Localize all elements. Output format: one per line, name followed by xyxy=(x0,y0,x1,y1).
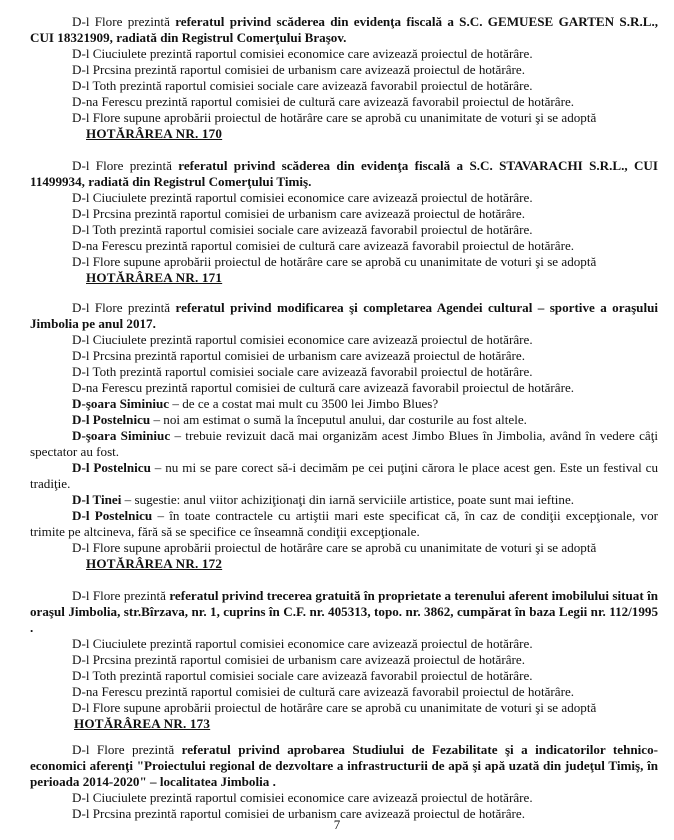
dialogue-line xyxy=(30,412,658,428)
section-referat-agenda-cultural-sportive xyxy=(30,300,658,572)
hotararea-heading: HOTĂRÂREA NR. 172 xyxy=(86,556,223,571)
report-line: D-na Ferescu prezintă raportul comisiei de cultură care avizează favorabil proiectul de hotărâre. xyxy=(72,684,575,699)
vote-line: D-l Flore supune aprobării proiectul de hotărâre care se aprobă cu unanimitate de voturi şi se adoptă xyxy=(72,700,597,715)
section-referat-teren-birzava xyxy=(30,588,658,732)
speaker-name: D-şoara Siminiuc xyxy=(72,428,171,443)
report-line: D-l Prcsina prezintă raportul comisiei de urbanism care avizează proiectul de hotărâre. xyxy=(72,652,525,667)
section-referat-gemuese-garten xyxy=(30,14,658,142)
report-line: D-l Prcsina prezintă raportul comisiei de urbanism care avizează proiectul de hotărâre. xyxy=(72,806,525,821)
vote-line: D-l Flore supune aprobării proiectul de hotărâre care se aprobă cu unanimitate de voturi şi se adoptă xyxy=(72,540,597,555)
report-line: D-l Prcsina prezintă raportul comisiei de urbanism care avizează proiectul de hotărâre. xyxy=(72,206,525,221)
hotararea-heading: HOTĂRÂREA NR. 171 xyxy=(86,270,223,285)
intro-prefix: D-l Flore prezintă xyxy=(72,158,179,173)
referat-title: referatul privind modificarea şi completarea Agendei cultural – sportive a oraşului Jimbolia pe anul 2017. xyxy=(30,300,659,331)
referat-intro xyxy=(30,300,658,332)
report-line: D-l Toth prezintă raportul comisiei sociale care avizează favorabil proiectul de hotărâre. xyxy=(72,78,533,93)
referat-title: referatul privind scăderea din evidenţa fiscală a S.C. STAVARACHI S.R.L., CUI 11499934, radiată din Registrul Comerţului Timiş xyxy=(30,158,658,189)
hotararea-heading: HOTĂRÂREA NR. 173 xyxy=(74,716,211,731)
report-line: D-l Prcsina prezintă raportul comisiei de urbanism care avizează proiectul de hotărâre. xyxy=(72,62,525,77)
page-number: 7 xyxy=(333,817,341,832)
report-line: D-l Ciuciulete prezintă raportul comisiei economice care avizează proiectul de hotărâre. xyxy=(72,332,533,347)
speaker-text: – trebuie revizuit dacă mai organizăm acest Jimbo Blues în Jimbolia, având în vedere câţi spectator au fost. xyxy=(30,428,658,459)
dialogue-line xyxy=(30,428,658,460)
referat-intro xyxy=(30,158,658,190)
section-referat-studiu-fezabilitate xyxy=(30,742,658,822)
intro-suffix: . xyxy=(30,620,34,635)
vote-line: D-l Flore supune aprobării proiectul de hotărâre care se aprobă cu unanimitate de voturi şi se adoptă xyxy=(72,254,597,269)
report-line: D-l Ciuciulete prezintă raportul comisiei economice care avizează proiectul de hotărâre. xyxy=(72,636,533,651)
dialogue-line xyxy=(30,460,658,492)
report-line: D-l Ciuciulete prezintă raportul comisiei economice care avizează proiectul de hotărâre. xyxy=(72,790,533,805)
report-line: D-l Prcsina prezintă raportul comisiei de urbanism care avizează proiectul de hotărâre. xyxy=(72,348,525,363)
intro-suffix: . xyxy=(308,174,312,189)
intro-prefix: D-l Flore prezintă xyxy=(72,14,176,29)
intro-prefix: D-l Flore prezintă xyxy=(72,742,182,757)
speaker-text: – de ce a costat mai mult cu 3500 lei Jimbo Blues? xyxy=(169,396,439,411)
intro-prefix: D-l Flore prezintă xyxy=(72,300,176,315)
vote-line: D-l Flore supune aprobării proiectul de hotărâre care se aprobă cu unanimitate de voturi şi se adoptă xyxy=(72,110,597,125)
referat-intro xyxy=(30,14,658,46)
speaker-name: D-l Postelnicu xyxy=(72,508,153,523)
report-line: D-l Ciuciulete prezintă raportul comisiei economice care avizează proiectul de hotărâre. xyxy=(72,190,533,205)
referat-intro xyxy=(30,588,658,636)
section-referat-stavarachi xyxy=(30,158,658,286)
referat-title: referatul privind trecerea gratuită în proprietate a terenului aferent imobilului situat în oraşul Jimbolia, str.Bîrzava, nr. 1, cuprins în C.F. nr. 405313, topo. nr. 3862, cumpărat în baza Legii nr. 112/1995 xyxy=(30,588,658,619)
report-line: D-na Ferescu prezintă raportul comisiei de cultură care avizează favorabil proiectul de hotărâre. xyxy=(72,94,575,109)
dialogue-line xyxy=(30,492,658,508)
intro-suffix: . xyxy=(269,774,276,789)
report-line: D-l Ciuciulete prezintă raportul comisiei economice care avizează proiectul de hotărâre. xyxy=(72,46,533,61)
intro-suffix: . xyxy=(343,30,347,45)
report-line: D-na Ferescu prezintă raportul comisiei de cultură care avizează favorabil proiectul de hotărâre. xyxy=(72,238,575,253)
speaker-name: D-l Postelnicu xyxy=(72,412,151,427)
hotararea-heading: HOTĂRÂREA NR. 170 xyxy=(86,126,223,141)
speaker-text: – nu mi se pare corect să-i decimăm pe cei puţini cărora le place acest gen. Este un festival cu tradiţie. xyxy=(30,460,658,491)
dialogue-line xyxy=(30,508,658,540)
referat-title: referatul privind scăderea din evidenţa fiscală a S.C. GEMUESE GARTEN S.R.L., CUI 18321909, radiată din Registrul Comerţului Braşov xyxy=(30,14,658,45)
speaker-text: – noi am estimat o sumă la începutul anului, dar costurile au fost altele. xyxy=(150,412,527,427)
report-line: D-na Ferescu prezintă raportul comisiei de cultură care avizează favorabil proiectul de hotărâre. xyxy=(72,380,575,395)
referat-title: referatul privind aprobarea Studiului de Fezabilitate şi a indicatorilor tehnico-economici aferenţi "Proiectului regional de dezvoltare a infrastructurii de apă şi apă uzată din judeţul Timiş, în perioada 2014-2020" – localitatea Jimbolia xyxy=(30,742,659,789)
report-line: D-l Toth prezintă raportul comisiei sociale care avizează favorabil proiectul de hotărâre. xyxy=(72,222,533,237)
dialogue-line xyxy=(30,396,658,412)
speaker-text: – sugestie: anul viitor achiziţionaţi din iarnă serviciile artistice, poate sunt mai ieftine. xyxy=(121,492,575,507)
report-line: D-l Toth prezintă raportul comisiei sociale care avizează favorabil proiectul de hotărâre. xyxy=(72,668,533,683)
speaker-name: D-l Postelnicu xyxy=(72,460,151,475)
speaker-name: D-şoara Siminiuc xyxy=(72,396,170,411)
report-line: D-l Toth prezintă raportul comisiei sociale care avizează favorabil proiectul de hotărâre. xyxy=(72,364,533,379)
referat-intro xyxy=(30,742,658,790)
speaker-text: – în toate contractele cu artiştii mari este specificat că, în caz de condiţii excepţionale, vor trimite pe altcineva, fără să se specifice ce înseamnă condiţii excepţionale. xyxy=(30,508,658,539)
intro-prefix: D-l Flore prezintă xyxy=(72,588,170,603)
speaker-name: D-l Tinei xyxy=(72,492,122,507)
